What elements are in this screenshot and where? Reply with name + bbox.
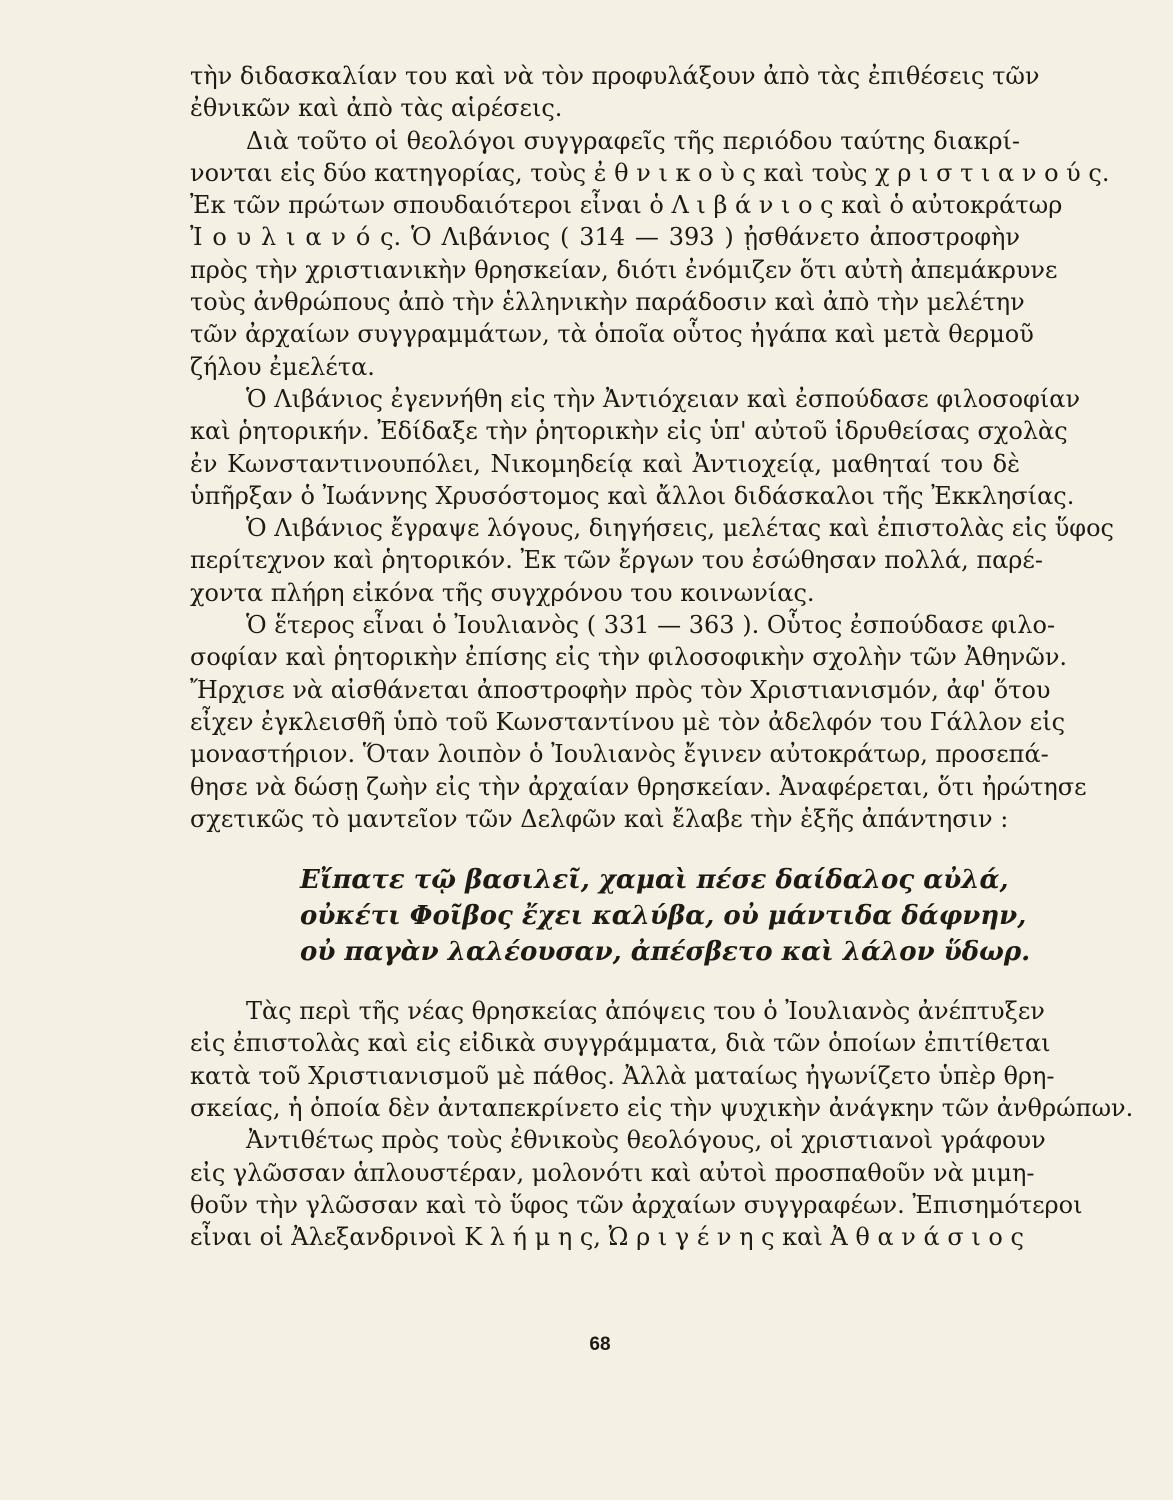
bottom-paragraphs	[190, 995, 1134, 1253]
text-line: σοφίαν καὶ ῥητορικὴν ἐπίσης εἰς τὴν φιλοσοφικὴν σχολὴν τῶν Ἀθηνῶν.	[190, 643, 1068, 672]
page-number: 68	[589, 1334, 611, 1355]
text-line: πρὸς τὴν χριστιανικὴν θρησκείαν, διότι ἐνόμιζεν ὅτι αὐτὴ ἀπεμάκρυνε	[190, 255, 1058, 284]
text-line: εἰς γλῶσσαν ἁπλουστέραν, μολονότι καὶ αὐτοὶ προσπαθοῦν νὰ μιμη-	[190, 1158, 1035, 1187]
text-line: Ἐκ τῶν πρώτων σπουδαιότεροι εἶναι ὁ Λ ι β ά ν ι ο ς καὶ ὁ αὐτοκράτωρ	[190, 191, 1063, 220]
text-line: κατὰ τοῦ Χριστιανισμοῦ μὲ πάθος. Ἀλλὰ ματαίως ἠγωνίζετο ὑπὲρ θρη-	[190, 1061, 1055, 1090]
text-line: περίτεχνον καὶ ῥητορικόν. Ἐκ τῶν ἔργων του ἐσώθησαν πολλά, παρέ-	[190, 546, 1043, 575]
text-line: καὶ ῥητορικήν. Ἐδίδαξε τὴν ῥητορικὴν εἰς ὑπ' αὐτοῦ ἱδρυθείσας σχολὰς	[190, 417, 1068, 446]
body-text	[190, 60, 1134, 1254]
text-line: εἰς ἐπιστολὰς καὶ εἰς εἰδικὰ συγγράμματα, διὰ τῶν ὁποίων ἐπιτίθεται	[190, 1029, 1051, 1058]
text-line: εἶναι οἱ Ἀλεξανδρινοὶ Κ λ ή μ η ς, Ὠ ρ ι γ έ ν η ς καὶ Ἀ θ α ν ά σ ι ο ς	[190, 1223, 1024, 1252]
text-line: νονται εἰς δύο κατηγορίας, τοὺς ἐ θ ν ι κ ο ὺ ς καὶ τοὺς χ ρ ι σ τ ι α ν ο ύ ς.	[190, 158, 1110, 187]
text-line: σκείας, ἡ ὁποία δὲν ἀνταπεκρίνετο εἰς τὴν ψυχικὴν ἀνάγκην τῶν ἀνθρώπων.	[190, 1094, 1134, 1123]
text-line: τὴν διδασκαλίαν του καὶ νὰ τὸν προφυλάξουν ἀπὸ τὰς ἐπιθέσεις τῶν	[190, 62, 1040, 90]
text-line: τοὺς ἀνθρώπους ἀπὸ τὴν ἑλληνικὴν παράδοσιν καὶ ἀπὸ τὴν μελέτην	[190, 288, 1025, 317]
verse-line: οὐ παγὰν λαλέουσαν, ἀπέσβετο καὶ λάλον ὕδωρ.	[300, 937, 1031, 968]
verse-line: οὐκέτι Φοῖβος ἔχει καλύβα, οὐ μάντιδα δάφνην,	[300, 901, 1027, 932]
text-line: Ὁ Λιβάνιος ἔγραψε λόγους, διηγήσεις, μελέτας καὶ ἐπιστολὰς εἰς ὕφος	[246, 514, 1114, 543]
verse-line: Εἴπατε τῷ βασιλεῖ, χαμαὶ πέσε δαίδαλος αὐλά,	[300, 865, 1009, 896]
text-line: Διὰ τοῦτο οἱ θεολόγοι συγγραφεῖς τῆς περιόδου ταύτης διακρί-	[246, 126, 1020, 155]
text-line: ἐθνικῶν καὶ ἀπὸ τὰς αἱρέσεις.	[190, 94, 563, 123]
text-line: ἐν Κωνσταντινουπόλει, Νικομηδείᾳ καὶ Ἀντιοχείᾳ, μαθηταί του δὲ	[190, 449, 1020, 478]
text-line: σχετικῶς τὸ μαντεῖον τῶν Δελφῶν καὶ ἔλαβε τὴν ἑξῆς ἀπάντησιν :	[190, 804, 1009, 833]
oracle-verse	[300, 862, 1031, 970]
text-line: Ἰ ο υ λ ι α ν ό ς. Ὁ Λιβάνιος ( 314 — 393 ) ᾐσθάνετο ἀποστροφὴν	[190, 223, 1020, 252]
text-line: θοῦν τὴν γλῶσσαν καὶ τὸ ὕφος τῶν ἀρχαίων συγγραφέων. Ἐπισημότεροι	[190, 1190, 1083, 1219]
text-line: ζήλου ἐμελέτα.	[190, 352, 375, 381]
text-line: Ὁ ἕτερος εἶναι ὁ Ἰουλιανὸς ( 331 — 363 ). Οὗτος ἐσπούδασε φιλο-	[246, 611, 1056, 640]
text-line: χοντα πλήρη εἰκόνα τῆς συγχρόνου του κοινωνίας.	[190, 578, 815, 607]
text-line: Ἀντιθέτως πρὸς τοὺς ἐθνικοὺς θεολόγους, οἱ χριστιανοὶ γράφουν	[246, 1126, 1046, 1155]
text-line: Τὰς περὶ τῆς νέας θρησκείας ἀπόψεις του ὁ Ἰουλιανὸς ἀνέπτυξεν	[246, 997, 1045, 1026]
text-line: μοναστήριον. Ὅταν λοιπὸν ὁ Ἰουλιανὸς ἔγινεν αὐτοκράτωρ, προσεπά-	[190, 740, 1049, 769]
text-line: Ἤρχισε νὰ αἰσθάνεται ἀποστροφὴν πρὸς τὸν Χριστιανισμόν, ἀφ' ὅτου	[190, 675, 1051, 704]
text-line: ὑπῆρξαν ὁ Ἰωάννης Χρυσόστομος καὶ ἄλλοι διδάσκαλοι τῆς Ἐκκλησίας.	[190, 481, 1075, 510]
text-line: θησε νὰ δώσῃ ζωὴν εἰς τὴν ἀρχαίαν θρησκείαν. Ἀναφέρεται, ὅτι ἠρώτησε	[190, 772, 1087, 801]
text-line: τῶν ἀρχαίων συγγραμμάτων, τὰ ὁποῖα οὗτος ἠγάπα καὶ μετὰ θερμοῦ	[190, 320, 1034, 349]
top-paragraphs	[190, 60, 1114, 835]
text-line: Ὁ Λιβάνιος ἐγεννήθη εἰς τὴν Ἀντιόχειαν καὶ ἐσπούδασε φιλοσοφίαν	[246, 384, 1081, 413]
text-line: εἶχεν ἐγκλεισθῆ ὑπὸ τοῦ Κωνσταντίνου μὲ τὸν ἀδελφόν του Γάλλον εἰς	[190, 707, 1066, 736]
